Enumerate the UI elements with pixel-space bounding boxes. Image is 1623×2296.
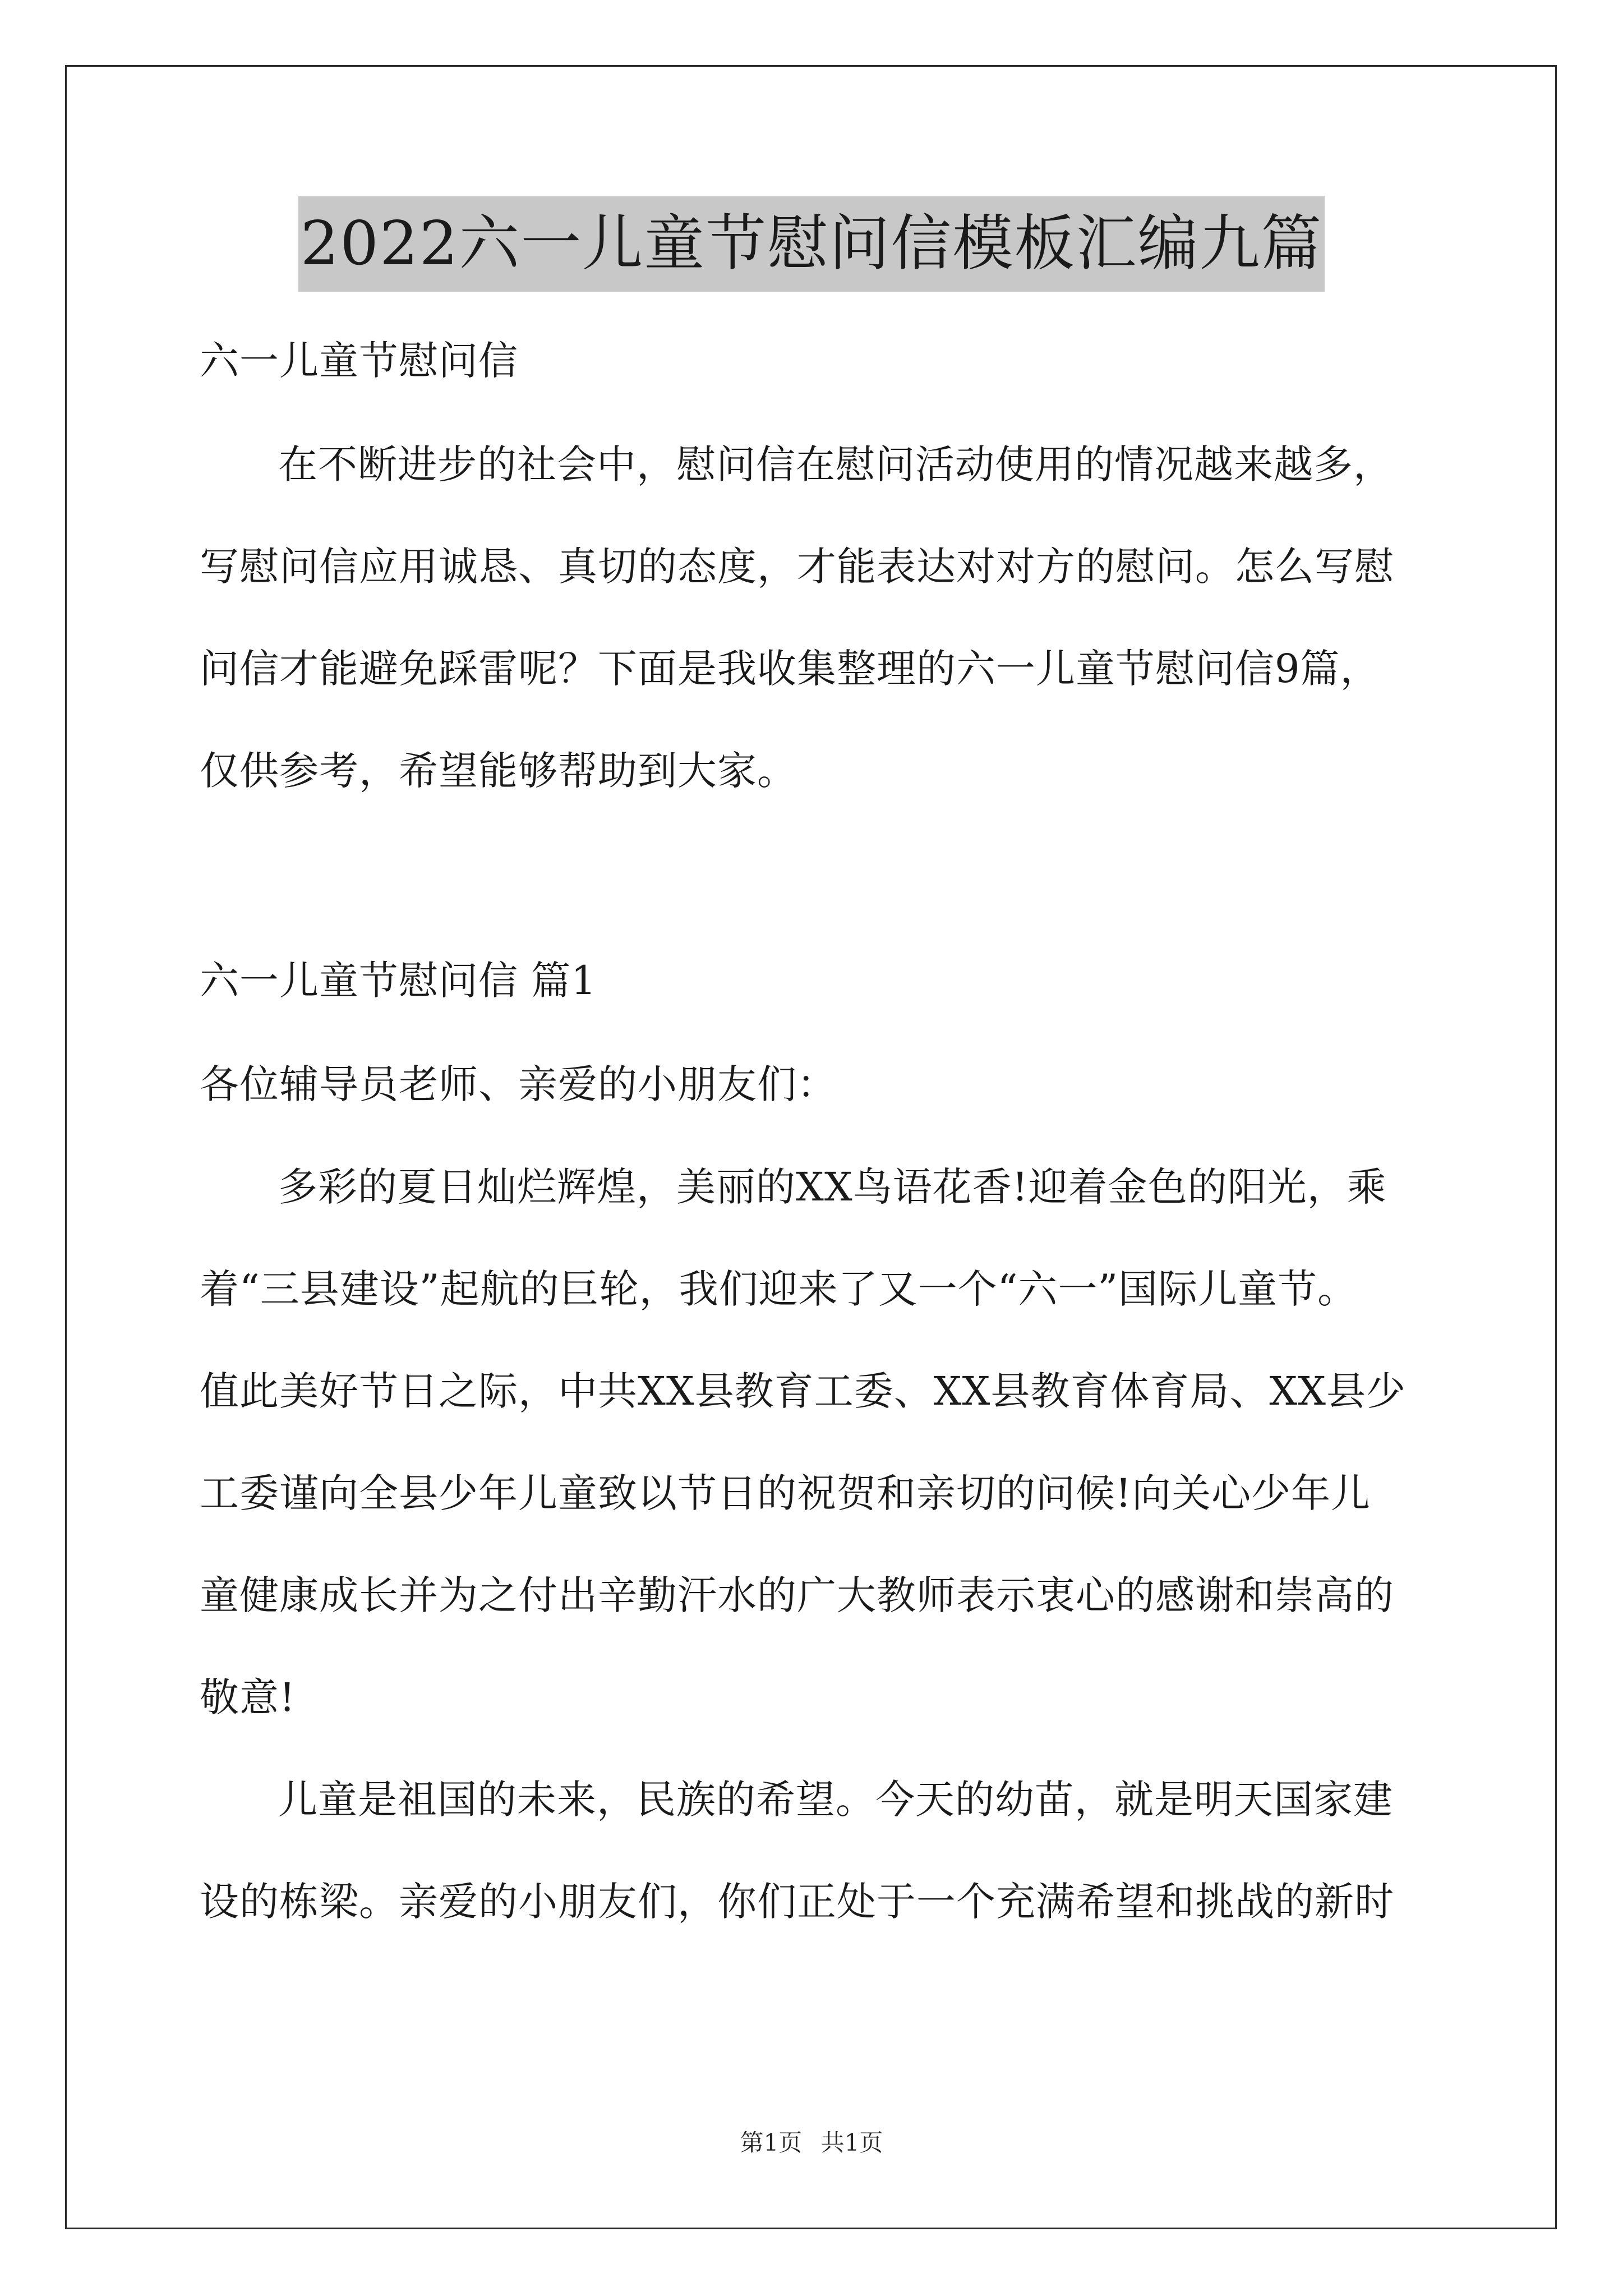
intro-line: 写慰问信应用诚恳、真切的态度，才能表达对对方的慰问。怎么写慰 [200, 544, 1394, 590]
document-title: 2022六一儿童节慰问信模板汇编九篇 [298, 196, 1325, 292]
letter-heading: 六一儿童节慰问信 篇1 [200, 958, 597, 1004]
salutation: 各位辅导员老师、亲爱的小朋友们： [200, 1061, 837, 1107]
intro-heading: 六一儿童节慰问信 [200, 338, 518, 384]
paragraph-line: 童健康成长并为之付出辛勤汗水的广大教师表示衷心的感谢和崇高的 [200, 1572, 1394, 1618]
page-footer [0, 2126, 1623, 2160]
title-wrap [0, 196, 1623, 292]
paragraph-line: 多彩的夏日灿烂辉煌，美丽的XX鸟语花香!迎着金色的阳光，乘 [278, 1164, 1387, 1210]
paragraph-line: 工委谨向全县少年儿童致以节日的祝贺和亲切的问候!向关心少年儿 [200, 1470, 1371, 1516]
intro-line: 在不断进步的社会中，慰问信在慰问活动使用的情况越来越多， [278, 441, 1393, 487]
page-number: 第1页 [740, 2129, 803, 2156]
intro-line: 仅供参考，希望能够帮助到大家。 [200, 748, 797, 794]
paragraph-line: 儿童是祖国的未来，民族的希望。今天的幼苗，就是明天国家建 [278, 1777, 1393, 1823]
paragraph-line: 着“三县建设”起航的巨轮，我们迎来了又一个“六一”国际儿童节。 [200, 1266, 1358, 1312]
paragraph-line: 值此美好节日之际，中共XX县教育工委、XX县教育体育局、XX县少 [200, 1368, 1407, 1414]
page-total: 共1页 [820, 2129, 883, 2156]
paragraph-line: 敬意! [200, 1674, 296, 1720]
intro-line: 问信才能避免踩雷呢？下面是我收集整理的六一儿童节慰问信9篇， [200, 646, 1380, 692]
paragraph-line: 设的栋梁。亲爱的小朋友们，你们正处于一个充满希望和挑战的新时 [200, 1879, 1394, 1925]
